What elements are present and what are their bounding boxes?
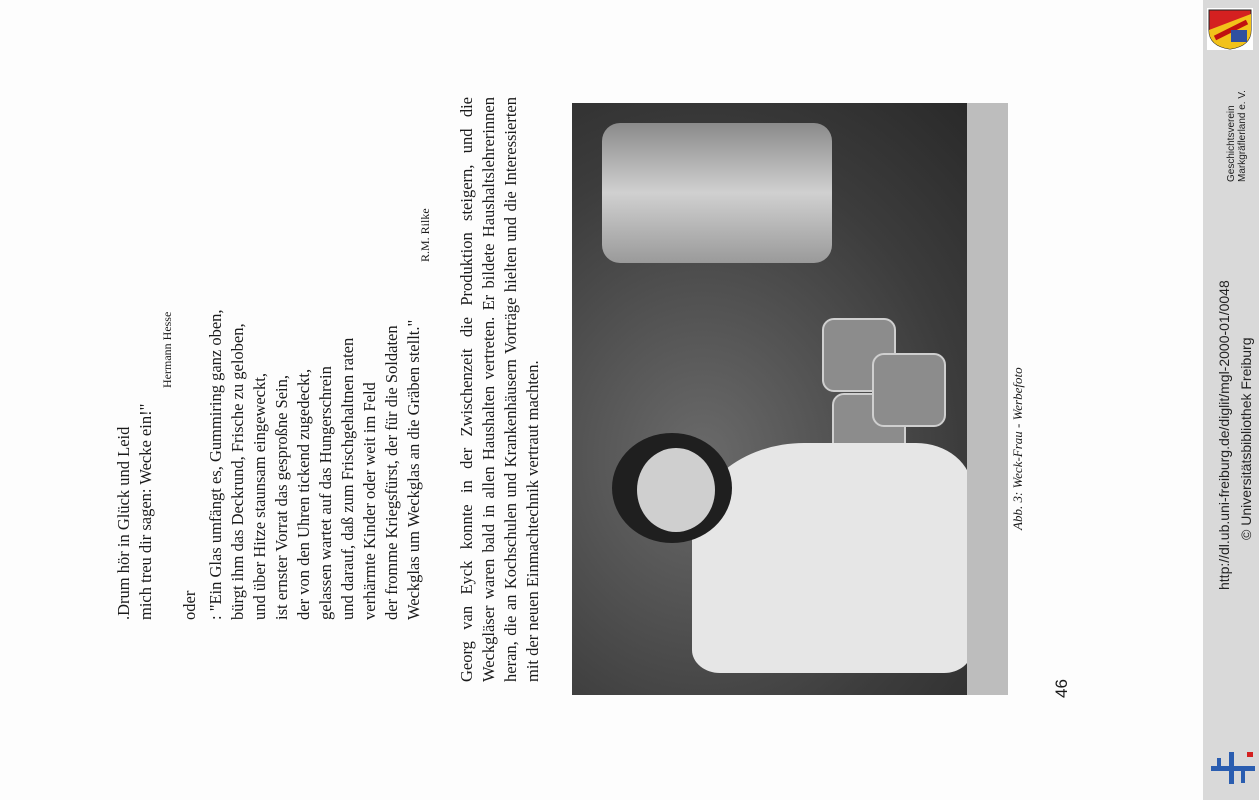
weck-jar (872, 353, 946, 427)
canning-pot (602, 123, 832, 263)
society-name-line2: Markgräflerland e. V. (1237, 90, 1248, 182)
source-url-link[interactable]: http://dl.ub.uni-freiburg.de/diglit/mgl-2000-01/0048 (1216, 280, 1232, 590)
weck-woman-photo (572, 103, 1008, 695)
poem-author-rilke: R.M. Rilke (418, 208, 432, 262)
society-name: Geschichtsverein (1226, 105, 1237, 182)
poem-line: ist ernster Vorrat das gesproßne Sein, (272, 374, 291, 620)
poem-rilke (205, 180, 425, 620)
figure-caption: Abb. 3: Weck-Frau - Werbefoto (1010, 367, 1025, 530)
table-surface (967, 103, 1008, 695)
copyright-text: © Universitätsbibliothek Freiburg (1238, 337, 1254, 540)
society-crest-icon (1207, 8, 1253, 50)
ub-freiburg-logo-icon (1211, 748, 1255, 788)
woman-face (637, 448, 715, 532)
poem-line: : "Ein Glas umfängt es, Gummiring ganz oben, (206, 309, 225, 620)
poem-line: der von den Uhren tickend zugedeckt, (294, 368, 313, 620)
body-paragraph (456, 97, 544, 682)
poem-hesse (113, 160, 157, 620)
poem-line: und über Hitze staunsam eingeweckt, (250, 373, 269, 620)
connector-text: oder (180, 590, 199, 620)
poem-line: gelassen wartet auf das Hungerschrein (316, 366, 335, 620)
poem-line: und darauf, daß zum Frischgehaltnen raten (338, 337, 357, 620)
poem-line: bürgt ihm das Deckrund, Frische zu geloben, (228, 323, 247, 620)
poem-line: .Drum hör in Glück und Leid (114, 426, 133, 620)
paragraph-text: Georg van Eyck konnte in der Zwischenzeit die Produktion steigern, und die Weckgläser waren bald in allen Haushalten vertreten. Er bildete Haushaltslehrerinnen heran, die an Kochschulen und Krankenhäusern Vorträge hielten und die Interessierten mit der neuen Einmachtechnik vertraut machten. (457, 97, 542, 682)
poem-line: der fromme Kriegsfürst, der für die Soldaten (382, 325, 401, 620)
poem-line: verhärmte Kinder oder weit im Feld (360, 382, 379, 620)
woman-dress (692, 443, 972, 673)
page-number: 46 (1052, 679, 1071, 698)
poem-line: mich treu dir sagen: Wecke ein!" (136, 403, 155, 620)
poem-line: Weckglas um Weckglas an die Gräben stellt." (404, 319, 423, 620)
poem-author-hesse: Hermann Hesse (160, 311, 174, 388)
